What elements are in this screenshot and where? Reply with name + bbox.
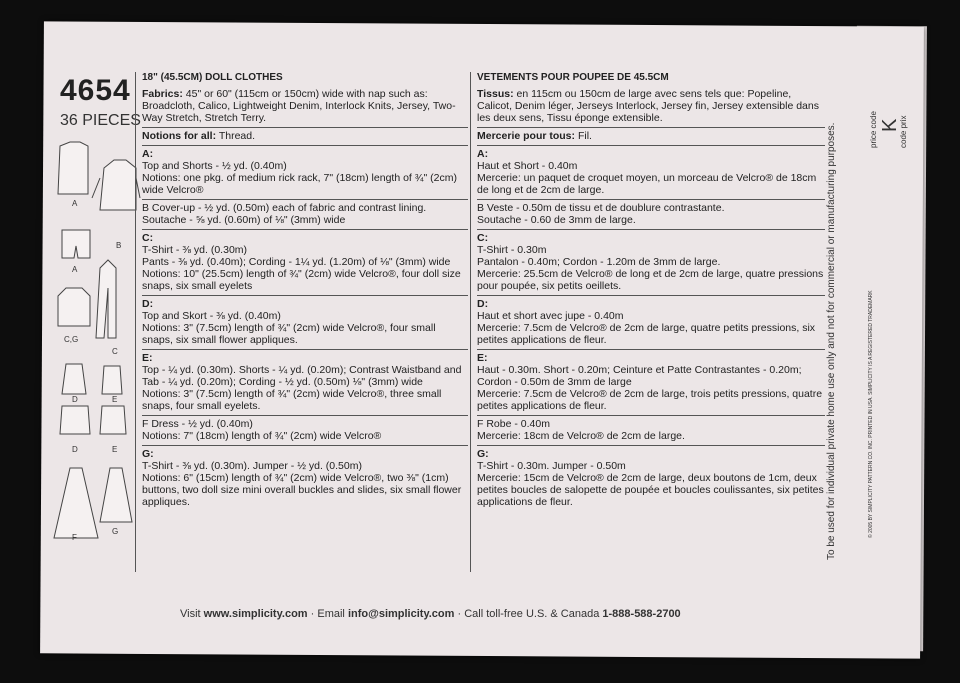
website-link[interactable]: www.simplicity.com [203,608,308,620]
view-label: A [72,199,78,208]
view-section: D: Top and Skort - ⅜ yd. (0.40m) Notions: 3" (7.5cm) length of ¾" (2cm) wide Velcro®, four small snaps, six small flower appliques. [142,296,468,350]
sketch-jumper-g [100,468,132,522]
fabrics-section: Tissus: en 115cm ou 150cm de large avec sens tels que: Popeline, Calicot, Denim léger, Jerseys Interlock, Jersey fin, Jersey extensible dans les deux sens, Tissu éponge extensible. [477,86,825,128]
email-link[interactable]: info@simplicity.com [347,608,455,620]
view-section: E: Top - ¼ yd. (0.30m). Shorts - ¼ yd. (0.20m); Contrast Waistband and Tab - ¼ yd. (0.20m); Cording - ½ yd. (0.50m) ⅛" (3mm) wide Notions: 3" (7.5cm) length of ¾" (2cm) wide Velcro®, three small snaps, four small eyelets. [142,350,468,416]
view-section: B Veste - 0.50m de tissu et de doublure contrastante. Soutache - 0.60 de 3mm de large. [477,200,825,230]
view-section: F Robe - 0.40m Mercerie: 18cm de Velcro® de 2cm de large. [477,416,825,446]
view-section: C: T-Shirt - 0.30m Pantalon - 0.40m; Cordon - 1.20m de 3mm de large. Mercerie: 25.5cm de Velcro® de long et de 2cm de large, quatre pressions pour poupée, six petits oeillets. [477,230,825,296]
phone-number: 1-888-588-2700 [602,608,681,620]
price-label: price code [869,111,878,148]
copyright-fine-print: © 2005 BY SIMPLICITY PATTERN CO. INC. PRINTED IN USA. SIMPLICITY IS A REGISTERED TRADEMARK [868,290,874,538]
french-title: VETEMENTS POUR POUPEE DE 45.5CM [477,72,669,83]
price-code-block [866,88,910,156]
usage-disclaimer: To be used for individual private home use only and not for commercial or manufacturing purposes. [826,122,837,560]
sketch-top-d [62,364,86,394]
view-section: A: Top and Shorts - ½ yd. (0.40m) Notions: one pkg. of medium rick rack, 7" (18cm) length of ¾" (2cm) wide Velcro® [142,146,468,200]
notions-all-section: Mercerie pour tous: Fil. [477,128,825,146]
sketch-dress-f [54,468,98,538]
view-section: F Dress - ½ yd. (0.40m) Notions: 7" (18cm) length of ¾" (2cm) wide Velcro® [142,416,468,446]
view-label: B [116,241,122,250]
sketch-pants-c [96,260,116,338]
sketch-skort-d [60,406,90,434]
column-divider [470,72,471,572]
view-section: E: Haut - 0.30m. Short - 0.20m; Ceinture et Patte Contrastantes - 0.20m; Cordon - 0.50m de 3mm de large Mercerie: 7.5cm de Velcro® de 2cm de large, trois petits pressions, quatre petites applications de fleur. [477,350,825,416]
view-section: G: T-Shirt - 0.30m. Jumper - 0.50m Mercerie: 15cm de Velcro® de 2cm de large, deux boutons de 1cm, deux petites boucles de salopette de poupée et boucles coulissantes, six petites applications de fleur. [477,448,824,508]
pattern-number: 4654 [60,74,131,107]
view-label: F [72,533,77,542]
column-divider [135,72,136,572]
english-title: 18" (45.5CM) DOLL CLOTHES [142,72,283,83]
sketch-top-e [102,366,122,394]
view-label: D [72,445,78,454]
sketch-shorts-a [62,230,90,258]
view-label: E [112,445,118,454]
view-label: D [72,395,78,404]
view-section: D: Haut et short avec jupe - 0.40m Mercerie: 7.5cm de Velcro® de 2cm de large, quatre petits pressions, six petites applications de fleur. [477,296,825,350]
footer-contact: Visit www.simplicity.com · Email info@simplicity.com · Call toll-free U.S. & Canada 1-888-588-2700 [180,608,681,620]
view-label: G [112,527,119,536]
view-label: A [72,265,78,274]
view-section: C: T-Shirt - ⅜ yd. (0.30m) Pants - ⅜ yd. (0.40m); Cording - 1¼ yd. (1.20m) of ⅛" (3mm) wide Notions: 10" (25.5cm) length of ¾" (2cm) wide Velcro®, four doll size snaps, six small eyelets [142,230,468,296]
view-label: C,G [64,335,79,344]
garment-sketches [52,138,142,548]
view-label: E [112,395,118,404]
pieces-count: 36 PIECES [60,112,141,129]
french-column [477,72,825,511]
price-label: code prix [899,115,908,148]
price-code: K [879,118,901,132]
pattern-number-block [60,74,131,108]
notions-all-section: Notions for all: Thread. [142,128,468,146]
sketch-top-a [58,142,88,194]
sketch-tshirt-cg [58,288,90,326]
view-section: B Cover-up - ½ yd. (0.50m) each of fabric and contrast lining. Soutache - ⅝ yd. (0.60m) of ⅛" (3mm) wide [142,200,468,230]
sketch-coverup-b [100,160,136,210]
view-section: A: Haut et Short - 0.40m Mercerie: un paquet de croquet moyen, un morceau de Velcro® de 18cm de long et de 2cm de large. [477,146,825,200]
view-label: C [112,347,118,356]
fabrics-section: Fabrics: 45" or 60" (115cm or 150cm) wide with nap such as: Broadcloth, Calico, Lightweight Denim, Interlock Knits, Jersey, Two-Way Stretch, Stretch Terry. [142,86,468,128]
sketch-shorts-e [100,406,126,434]
english-column [142,72,468,511]
view-section: G: T-Shirt - ⅜ yd. (0.30m). Jumper - ½ yd. (0.50m) Notions: 6" (15cm) length of ¾" (2cm) wide Velcro®, two ⅜" (1cm) buttons, two doll size mini overall buckles and slides, six small flower appliques. [142,448,462,508]
